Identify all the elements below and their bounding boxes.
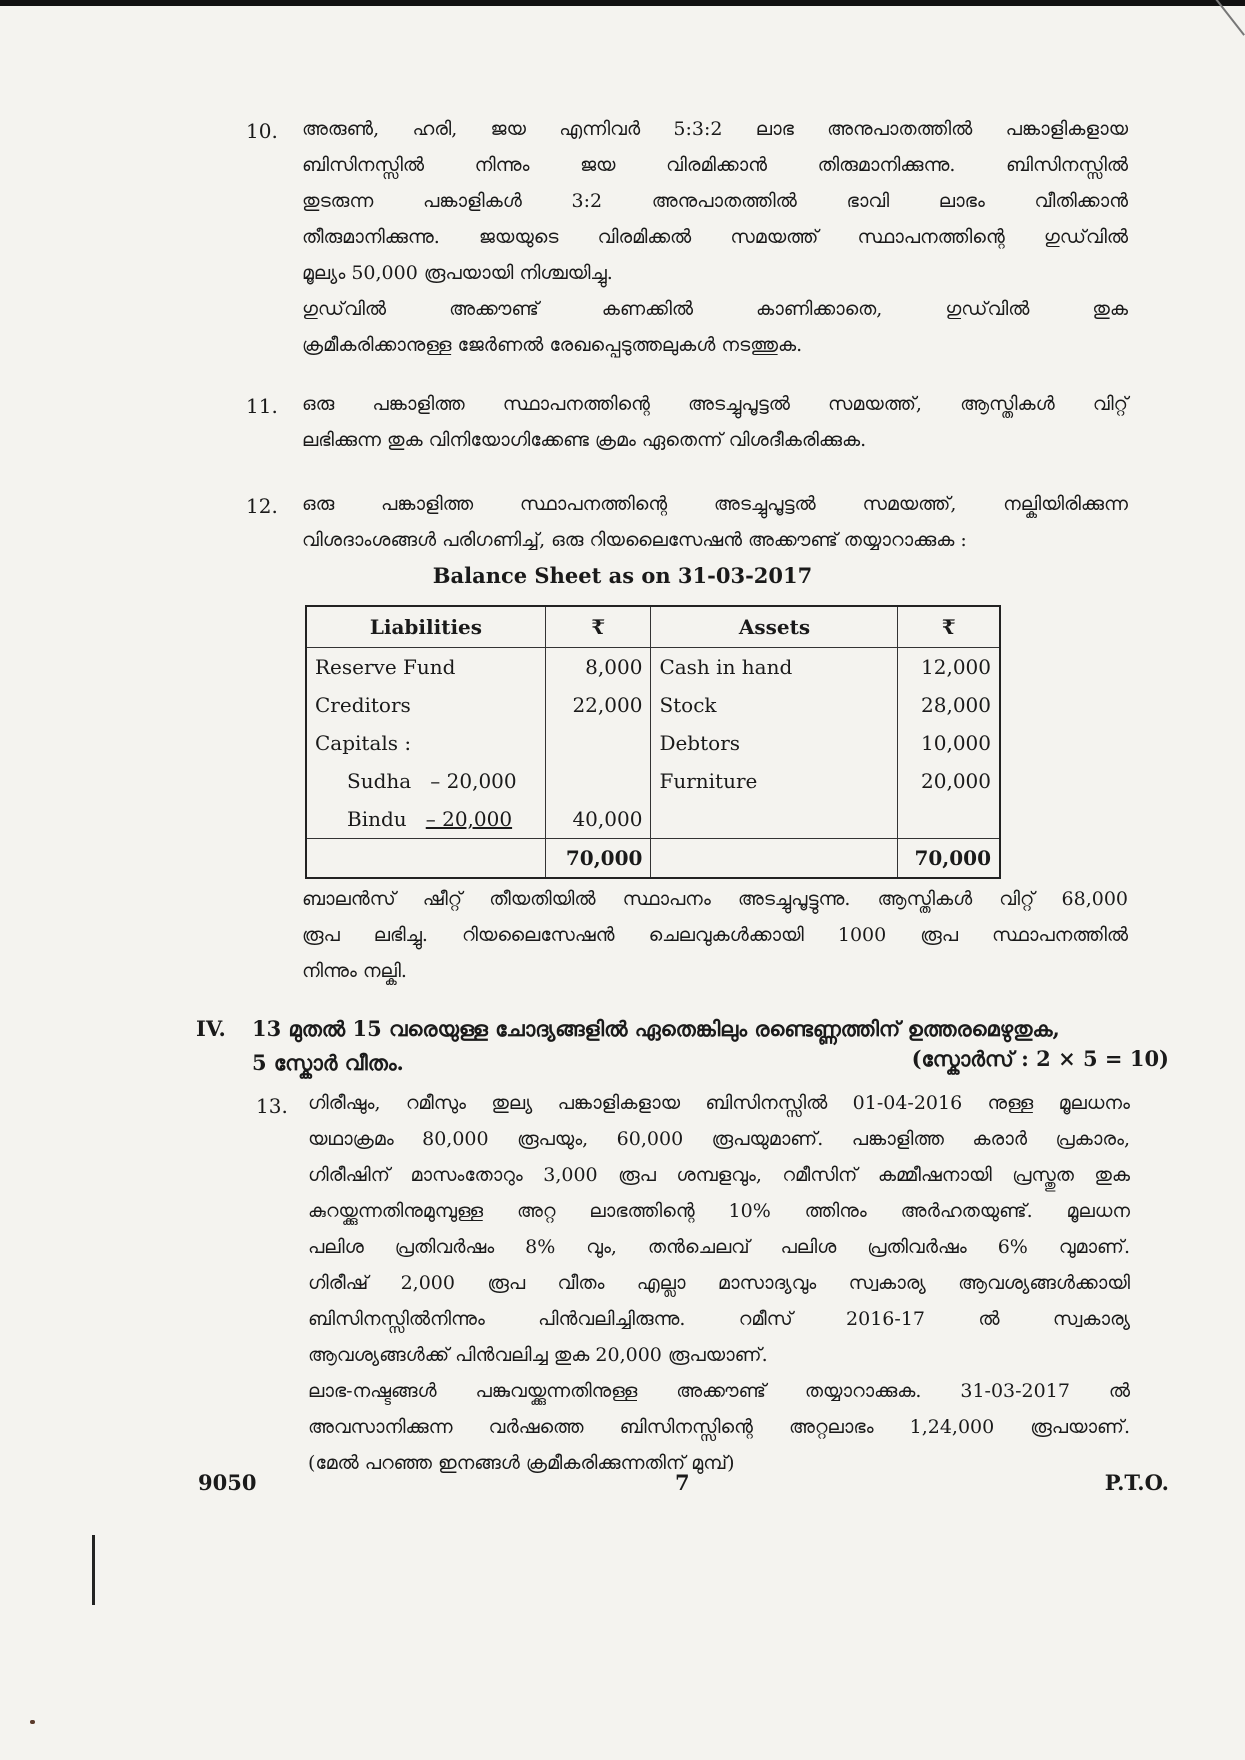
question-number: 11.: [246, 394, 278, 418]
q10-line: മൂല്യം 50,000 രൂപയായി നിശ്ചയിച്ചു.: [302, 262, 613, 284]
q11-line: ഒരു പങ്കാളിത്ത സ്ഥാപനത്തിന്റെ അടച്ചുപൂട്ടൽ സമയത്ത്, ആസ്തികൾ വിറ്റ്: [302, 393, 1128, 415]
partner-capital: [306, 762, 545, 800]
asset-name: Cash in hand: [651, 648, 898, 687]
header-liabilities: Liabilities: [306, 606, 545, 648]
question-number: 10.: [246, 119, 278, 143]
partner-amount: – 20,000: [425, 807, 513, 831]
paper-code: 9050: [198, 1470, 257, 1495]
balance-sheet-title: Balance Sheet as on 31-03-2017: [432, 563, 813, 588]
section-number: IV.: [196, 1016, 226, 1041]
partner-name: Bindu: [347, 807, 407, 831]
q13-line: ഗിരീഷ് 2,000 രൂപ വീതം എല്ലാ മാസാദ്യവും സ്വകാര്യ ആവശ്യങ്ങൾക്കായി: [308, 1272, 1130, 1294]
total-liabilities: 70,000: [545, 839, 651, 879]
asset-name: [651, 800, 898, 839]
q11-line: ലഭിക്കുന്ന തുക വിനിയോഗിക്കേണ്ട ക്രമം ഏതെന്ന് വിശദീകരിക്കുക.: [302, 429, 867, 451]
liability-name: Capitals :: [306, 724, 545, 762]
liability-amount: [545, 762, 651, 800]
q13-line: ബിസിനസ്സിൽനിന്നും പിൻവലിച്ചിരുന്നു. റമീസ് 2016-17 ൽ സ്വകാര്യ: [308, 1308, 1130, 1330]
asset-amount: 20,000: [898, 762, 1000, 800]
table-row: [306, 762, 1000, 800]
q12-line: ഒരു പങ്കാളിത്ത സ്ഥാപനത്തിന്റെ അടച്ചുപൂട്ടൽ സമയത്ത്, നല്കിയിരിക്കുന്ന: [302, 493, 1128, 515]
partner-amount: – 20,000: [430, 769, 517, 793]
blank-cell: [306, 839, 545, 879]
q12-detail-line: ബാലൻസ് ഷീറ്റ് തീയതിയിൽ സ്ഥാപനം അടച്ചുപൂട്ടുന്നു. ആസ്തികൾ വിറ്റ് 68,000: [302, 888, 1128, 910]
header-assets: Assets: [651, 606, 898, 648]
q10-line: ഗുഡ്‌വിൽ അക്കൗണ്ട് കണക്കിൽ കാണിക്കാതെ, ഗുഡ്‌വിൽ തുക: [302, 298, 1128, 320]
blank-cell: [651, 839, 898, 879]
q10-line: ബിസിനസ്സിൽ നിന്നും ജയ വിരമിക്കാൻ തിരുമാനിക്കുന്നു. ബിസിനസ്സിൽ: [302, 154, 1128, 176]
liability-name: Reserve Fund: [306, 648, 545, 687]
asset-amount: 12,000: [898, 648, 1000, 687]
scan-edge: [0, 0, 1245, 6]
question-12-details: [302, 881, 1128, 989]
q13-line: യഥാക്രമം 80,000 രൂപയും, 60,000 രൂപയുമാണ്. പങ്കാളിത്ത കരാർ പ്രകാരം,: [308, 1128, 1130, 1150]
liability-amount: [545, 724, 651, 762]
page-number: 7: [675, 1470, 690, 1495]
question-number: 13.: [256, 1094, 288, 1118]
q13-line: അവസാനിക്കുന്ന വർഷത്തെ ബിസിനസ്സിന്റെ അറ്റലാഭം 1,24,000 രൂപയാണ്.: [308, 1416, 1130, 1438]
q13-line: (മേൽ പറഞ്ഞ ഇനങ്ങൾ ക്രമീകരിക്കുന്നതിന് മുമ്പ്): [308, 1452, 735, 1474]
scan-speck: [30, 1720, 35, 1724]
header-rupee: ₹: [545, 606, 651, 648]
q12-detail-line: നിന്നും നല്കി.: [302, 960, 407, 982]
q13-line: പലിശ പ്രതിവർഷം 8% വും, തൻചെലവ് പലിശ പ്രതിവർഷം 6% വുമാണ്.: [308, 1236, 1130, 1258]
asset-amount: 28,000: [898, 686, 1000, 724]
q12-detail-line: രൂപ ലഭിച്ചു. റിയലൈസേഷൻ ചെലവുകൾക്കായി 1000 രൂപ സ്ഥാപനത്തിൽ: [302, 924, 1128, 946]
q13-line: കുറയ്ക്കുന്നതിനുമുമ്പുള്ള അറ്റ ലാഭത്തിന്റെ 10% ത്തിനും അർഹതയുണ്ട്. മൂലധന: [308, 1200, 1130, 1222]
liability-name: Creditors: [306, 686, 545, 724]
total-assets: 70,000: [898, 839, 1000, 879]
pto-label: P.T.O.: [1104, 1470, 1169, 1495]
section-instruction: 13 മുതൽ 15 വരെയുള്ള ചോദ്യങ്ങളിൽ ഏതെങ്കിലും രണ്ടെണ്ണത്തിന് ഉത്തരമെഴുതുക,: [252, 1016, 1060, 1041]
question-number: 12.: [246, 494, 278, 518]
q13-line: ഗിരീഷിന് മാസംതോറും 3,000 രൂപ ശമ്പളവും, റമീസിന് കമ്മീഷനായി പ്രസ്തുത തുക: [308, 1164, 1130, 1186]
q10-line: അരുൺ, ഹരി, ജയ എന്നിവർ 5:3:2 ലാഭ അനുപാതത്തിൽ പങ്കാളികളായ: [302, 118, 1128, 140]
liability-amount: 8,000: [545, 648, 651, 687]
liability-amount: 22,000: [545, 686, 651, 724]
q10-line: ക്രമീകരിക്കാനുള്ള ജേർണൽ രേഖപ്പെടുത്തലുകൾ നടത്തുക.: [302, 334, 803, 356]
q13-line: ഗിരീഷും, റമീസും തുല്യ പങ്കാളികളായ ബിസിനസ്സിൽ 01-04-2016 നുള്ള മൂലധനം: [308, 1092, 1130, 1114]
balance-sheet-table: [305, 605, 1001, 879]
q13-line: ആവശ്യങ്ങൾക്ക് പിൻവലിച്ച തുക 20,000 രൂപയാണ്.: [308, 1344, 768, 1366]
question-11: [302, 386, 1128, 458]
total-row: [306, 839, 1000, 879]
table-row: [306, 686, 1000, 724]
section-instruction-2: 5 സ്കോർ വീതം.: [252, 1050, 404, 1075]
question-10: [302, 111, 1128, 363]
question-13: [308, 1085, 1130, 1481]
scan-corner-mark: [1205, 0, 1245, 40]
asset-name: Furniture: [651, 762, 898, 800]
table-row: [306, 648, 1000, 687]
partner-name: Sudha: [347, 769, 412, 793]
table-row: [306, 724, 1000, 762]
q12-line: വിശദാംശങ്ങൾ പരിഗണിച്ച്, ഒരു റിയലൈസേഷൻ അക്കൗണ്ട് തയ്യാറാക്കുക :: [302, 529, 967, 551]
pen-mark: [92, 1535, 95, 1605]
asset-amount: [898, 800, 1000, 839]
liability-amount: 40,000: [545, 800, 651, 839]
q10-line: തുടരുന്ന പങ്കാളികൾ 3:2 അനുപാതത്തിൽ ഭാവി ലാഭം വീതിക്കാൻ: [302, 190, 1128, 212]
question-12: [302, 486, 1128, 558]
q10-line: തീരുമാനിക്കുന്നു. ജയയുടെ വിരമിക്കൽ സമയത്ത് സ്ഥാപനത്തിന്റെ ഗുഡ്‌വിൽ: [302, 226, 1128, 248]
table-row: [306, 800, 1000, 839]
asset-amount: 10,000: [898, 724, 1000, 762]
header-rupee: ₹: [898, 606, 1000, 648]
q13-line: ലാഭ-നഷ്ടങ്ങൾ പങ്കുവയ്ക്കുന്നതിനുള്ള അക്കൗണ്ട് തയ്യാറാക്കുക. 31-03-2017 ൽ: [308, 1380, 1130, 1402]
asset-name: Stock: [651, 686, 898, 724]
partner-capital: [306, 800, 545, 839]
section-score: (സ്കോർസ് : 2 × 5 = 10): [911, 1046, 1169, 1071]
asset-name: Debtors: [651, 724, 898, 762]
